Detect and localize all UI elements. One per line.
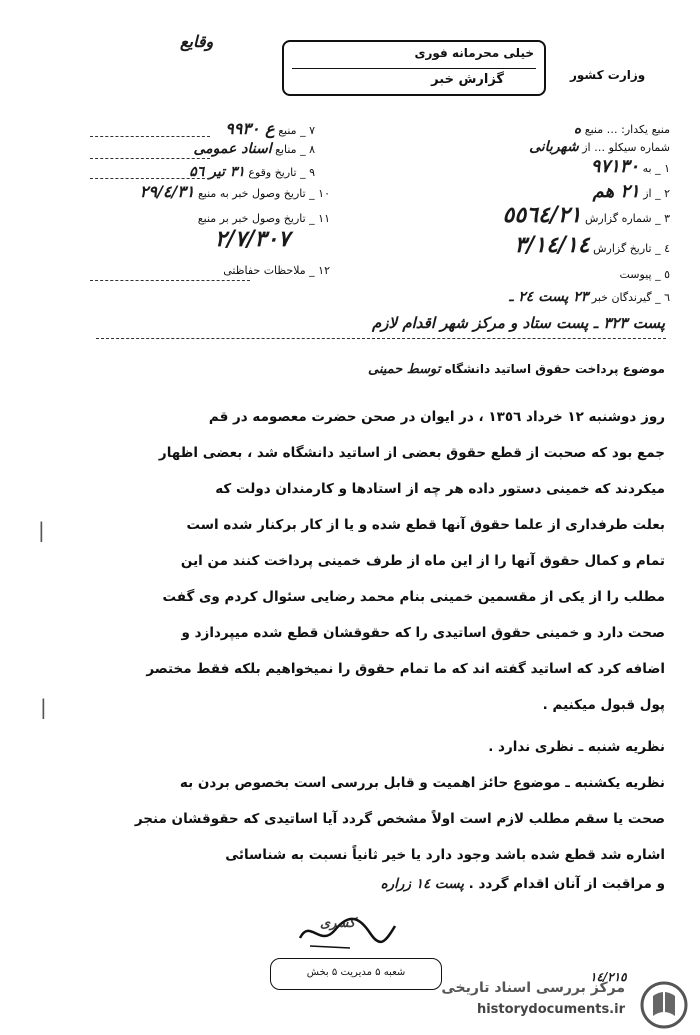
field-left-5: ١٢ _ ملاحظات حفاظتی [223,264,330,277]
archive-watermark [400,978,695,1033]
field-right-2: ١ _ به ٩٧١٣٠ [590,156,670,177]
classification-stamp-box [282,40,546,96]
reviewer-opinion-1: نظریه یکشنبه ـ موضوع حائز اهمیت و قابل بررسی است بخصوص بردن به [179,775,665,791]
subject-line: موضوع پرداخت حقوق اساتید دانشگاه توسط حمینی [368,362,665,377]
field-right-1: شماره سیکلو … از شهربانی [529,139,670,155]
document-number: ١٤/٢١٥ [590,970,627,984]
watermark-title: مرکز بررسی اسناد تاریخی [441,980,625,996]
body-line-1: روز دوشنبه ١٢ خرداد ١٣٥٦ ، در ایوان در صحن حضرت معصومه در قم [208,409,665,425]
signature: کسری [290,908,400,953]
reviewer-opinion-4: و مراقبت از آنان اقدام گردد . پست ١٤ زراره [380,876,665,892]
reviewer-opinion-3: اشاره شد قطع شده باشد وجود دارد یا خیر ثانیاً نسبت به شناسائی [225,847,665,863]
field-right-0: منبع یکدار: … منبع ه [573,121,670,137]
field-right-7: ٦ _ گیرندگان خبر ٢٣ پست ٢٤ ـ [509,289,670,305]
body-line-7: صحت دارد و خمینی حقوق اساتیدی را که حقوقشان قطع شده میپردازد و [181,625,665,641]
body-line-3: میکردند که خمینی دستور داده هر چه از استادها و کارمندان دولت که [215,481,665,497]
field-left-2: ٩ _ تاریخ وقوع ٣١ تیر ۵٦ [189,164,315,180]
field-right-3: ٢ _ از ٢١ هم [592,181,670,202]
body-line-4: بعلت طرفداری از علما حقوق آنها قطع شده و یا از کار برکنار شده است [186,517,665,533]
field-right-5: ٤ _ تاریخ گزارش ٣/١٤/١٤ [514,232,670,258]
report-type-label: گزارش خبر [431,72,504,87]
field-left-1: ٨ _ منابع اسناد عمومی [193,141,315,157]
field-left-4: ١١ _ تاریخ وصول خبر بر منبع [197,212,330,225]
field-right-6: ٥ _ پیوست [619,268,670,281]
margin-mark: | [40,695,47,719]
handwritten-header-note: وقایع [180,32,214,51]
field-left-3: ١٠ _ تاریخ وصول خبر به منبع ٢٩/٤/٣١ [139,182,330,201]
field-right-4: ٣ _ شماره گزارش ٥٥٦٤/٢١ [502,202,670,228]
field-left-4-value: ٢/٧/٣٠٧ [214,226,290,252]
body-line-6: مطلب را از یکی از مقسمین خمینی بنام محمد رضایی سئوال کردم وی گفت [162,589,665,605]
classification-label: خیلی محرمانه فوری [414,46,534,60]
office-stamp: شعبه ۵ مدیریت ۵ بخش [270,958,442,990]
archive-logo-icon [637,980,691,1030]
ministry-corner-label: وزارت کشور [570,68,646,82]
body-line-8: اضافه کرد که اساتید گفته اند که ما تمام حقوق را نمیخواهیم بلکه فقط مختصر [146,661,665,677]
margin-mark: | [38,518,45,542]
watermark-url: historydocuments.ir [476,1002,625,1017]
field-left-0: ٧ _ منبع ع ٩٩٣٠ [225,119,315,138]
source-opinion: نظریه شنبه ـ نظری ندارد . [488,739,665,755]
body-line-9: پول قبول میکنیم . [542,697,665,713]
body-line-5: تمام و کمال حقوق آنها را از این ماه از طرف خمینی پرداخت کنند من این [180,553,665,569]
distribution-line: پست ٣٢٣ ـ پست ستاد و مرکز شهر اقدام لازم [372,314,665,332]
body-line-2: جمع بود که صحبت از قطع حقوق بعضی از اساتید دانشگاه شد ، بعضی اظهار [158,445,665,461]
reviewer-opinion-2: صحت یا سقم مطلب لازم است اولاً مشخص گردد آیا اساتیدی که حقوقشان منجر [134,811,665,827]
